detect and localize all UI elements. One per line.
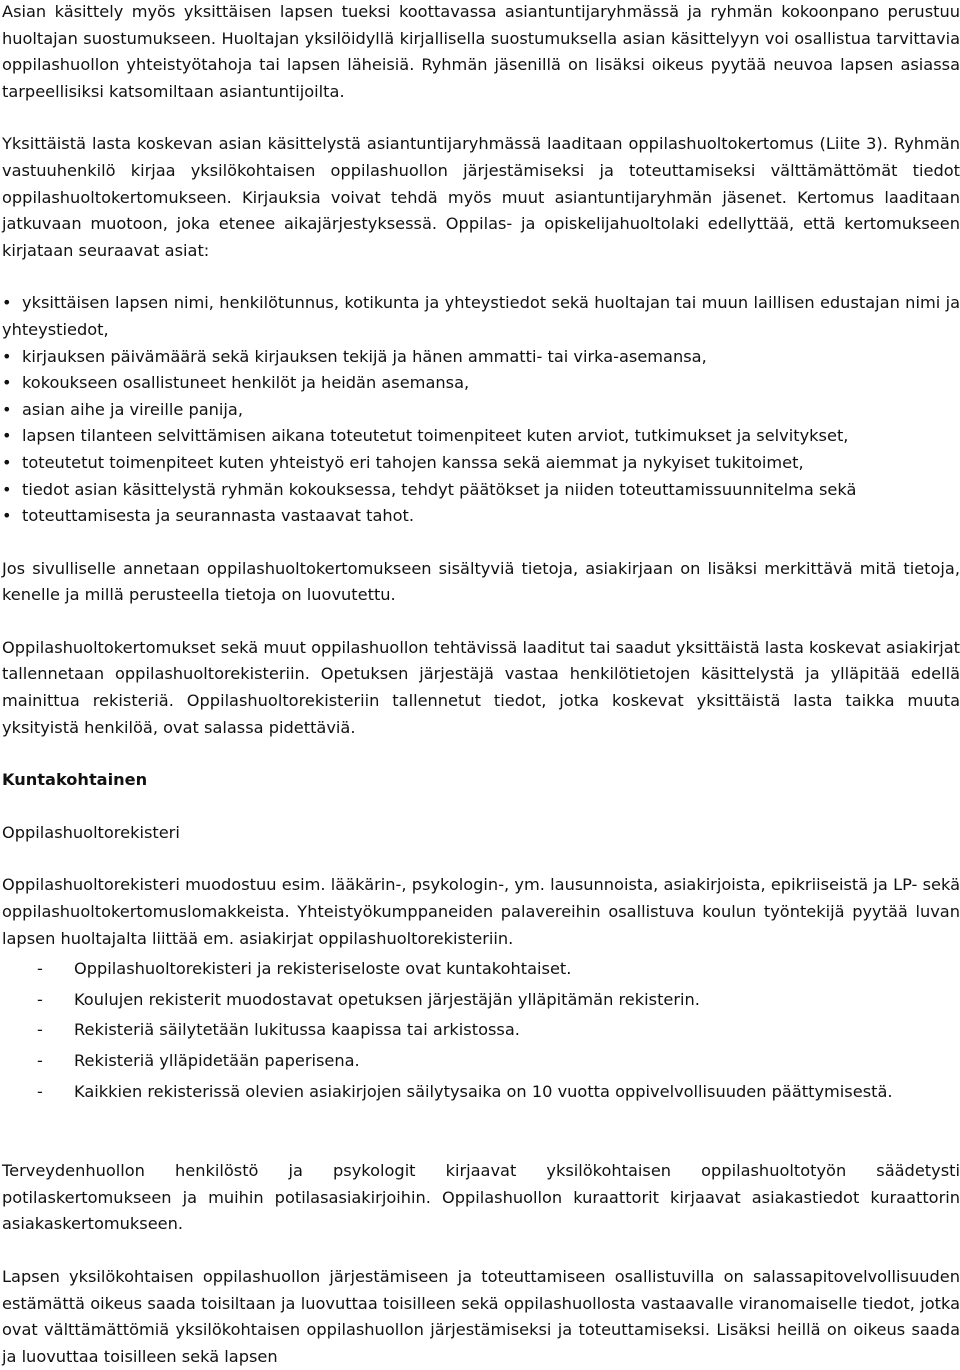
list-item: - Rekisteriä ylläpidetään paperisena. — [2, 1048, 960, 1075]
list-item: • lapsen tilanteen selvittämisen aikana toteutetut toimenpiteet kuten arviot, tutkimukset ja selvitykset, — [2, 423, 960, 450]
list-item: - Oppilashuoltorekisteri ja rekisteriseloste ovat kuntakohtaiset. — [2, 956, 960, 983]
bullet-icon: • — [2, 426, 12, 446]
list-item: - Koulujen rekisterit muodostavat opetuksen järjestäjän ylläpitämän rekisterin. — [2, 987, 960, 1014]
paragraph-student-welfare-record: Yksittäistä lasta koskevan asian käsittelystä asiantuntijaryhmässä laaditaan oppilashuoltokertomus (Liite 3). Ryhmän vastuuhenkilö kirjaa yksilökohtaisen oppilashuollon järjestämiseksi ja toteuttamiseksi välttämättömät tiedot oppilashuoltokertomukseen. Kirjauksia voivat tehdä myös muut asiantuntijaryhmän jäsenet. Kertomus laaditaan jatkuvaan muotoon, joka etenee aikajärjestyksessä. Oppilas- ja opiskelijahuoltolaki edellyttää, että kertomukseen kirjataan seuraavat asiat: — [2, 134, 960, 260]
paragraph-register-contents: Oppilashuoltorekisteri muodostuu esim. lääkärin-, psykologin-, ym. lausunnoista, asiakirjoista, epikriiseistä ja LP- sekä oppilashuoltokertomuslomakkeista. Yhteistyökumppaneiden palavereihin osallistuva koulun työntekijä pyytää luvan lapsen huoltajalta liittää em. asiakirjat oppilashuoltorekisteriin. — [2, 875, 960, 948]
list-item: • tiedot asian käsittelystä ryhmän kokouksessa, tehdyt päätökset ja niiden toteuttamissuunnitelma sekä — [2, 477, 960, 504]
bullet-icon: • — [2, 293, 12, 313]
list-item: - Kaikkien rekisterissä olevien asiakirjojen säilytysaika on 10 vuotta oppivelvollisuuden päättymisestä. — [2, 1079, 960, 1106]
paragraph-expert-group: Asian käsittely myös yksittäisen lapsen tueksi koottavassa asiantuntijaryhmässä ja ryhmän kokoonpano perustuu huoltajan suostumukseen. Huoltajan yksilöidyllä kirjallisella suostumuksella asian käsittelyyn voi osallistua tarvittavia oppilashuollon yhteistyötahoja tai lapsen läheisiä. Ryhmän jäsenillä on lisäksi oikeus pyytää neuvoa lapsen asiassa tarpeellisiksi katsomiltaan asiantuntijoilta. — [2, 2, 960, 101]
record-contents-list — [2, 290, 960, 529]
dash-icon: - — [37, 989, 43, 1009]
list-item: • yksittäisen lapsen nimi, henkilötunnus, kotikunta ja yhteystiedot sekä huoltajan tai muun laillisen edustajan nimi ja yhteystiedot, — [2, 290, 960, 343]
dash-icon: - — [37, 1081, 43, 1101]
bullet-icon: • — [2, 373, 12, 393]
list-item: • kokoukseen osallistuneet henkilöt ja heidän asemansa, — [2, 370, 960, 397]
list-item: - Rekisteriä säilytetään lukitussa kaapissa tai arkistossa. — [2, 1017, 960, 1044]
bullet-icon: • — [2, 506, 12, 526]
paragraph-register-storage: Oppilashuoltokertomukset sekä muut oppilashuollon tehtävissä laaditut tai saadut yksittäistä lasta koskevat asiakirjat tallennetaan oppilashuoltorekisteriin. Opetuksen järjestäjä vastaa henkilötietojen käsittelystä ja ylläpitää edellä mainittua rekisteriä. Oppilashuoltorekisteriin tallennetut tiedot, jotka koskevat yksittäistä lasta taikka muuta yksityistä henkilöä, ovat salassa pidettäviä. — [2, 637, 960, 737]
list-item: • toteutetut toimenpiteet kuten yhteistyö eri tahojen kanssa sekä aiemmat ja nykyiset tukitoimet, — [2, 450, 960, 477]
bullet-icon: • — [2, 479, 12, 499]
list-item: • kirjauksen päivämäärä sekä kirjauksen tekijä ja hänen ammatti- tai virka-asemansa, — [2, 344, 960, 371]
list-item: • toteuttamisesta ja seurannasta vastaavat tahot. — [2, 503, 960, 530]
paragraph-confidentiality: Lapsen yksilökohtaisen oppilashuollon järjestämiseen ja toteuttamiseen osallistuvilla on salassapitovelvollisuuden estämättä oikeus saada toisiltaan ja luovuttaa toisilleen sekä oppilashuollosta vastaavalle viranomaiselle tiedot, jotka ovat välttämättömiä yksilökohtaisen oppilashuollon järjestämiseksi ja toteuttamiseksi. Lisäksi heillä on oikeus saada ja luovuttaa toisilleen sekä lapsen — [2, 1266, 960, 1366]
bullet-icon: • — [2, 346, 12, 366]
paragraph-health-records: Terveydenhuollon henkilöstö ja psykologit kirjaavat yksilökohtaisen oppilashuoltotyön säädetysti potilaskertomukseen ja muihin potilasasiakirjoihin. Oppilashuollon kuraattorit kirjaavat asiakastiedot kuraattorin asiakaskertomukseen. — [2, 1161, 960, 1234]
bullet-icon: • — [2, 452, 12, 472]
register-rules-list — [2, 956, 960, 1105]
list-item: • asian aihe ja vireille panija, — [2, 397, 960, 424]
section-subheading: Oppilashuoltorekisteri — [2, 822, 180, 842]
dash-icon: - — [37, 1051, 43, 1070]
section-heading: Kuntakohtainen — [2, 770, 148, 790]
dash-icon: - — [37, 959, 43, 979]
dash-icon: - — [37, 1020, 43, 1040]
bullet-icon: • — [2, 399, 12, 419]
paragraph-disclosure: Jos sivulliselle annetaan oppilashuoltokertomukseen sisältyviä tietoja, asiakirjaan on lisäksi merkittävä mitä tietoja, kenelle ja millä perusteella tietoja on luovutettu. — [2, 558, 960, 605]
